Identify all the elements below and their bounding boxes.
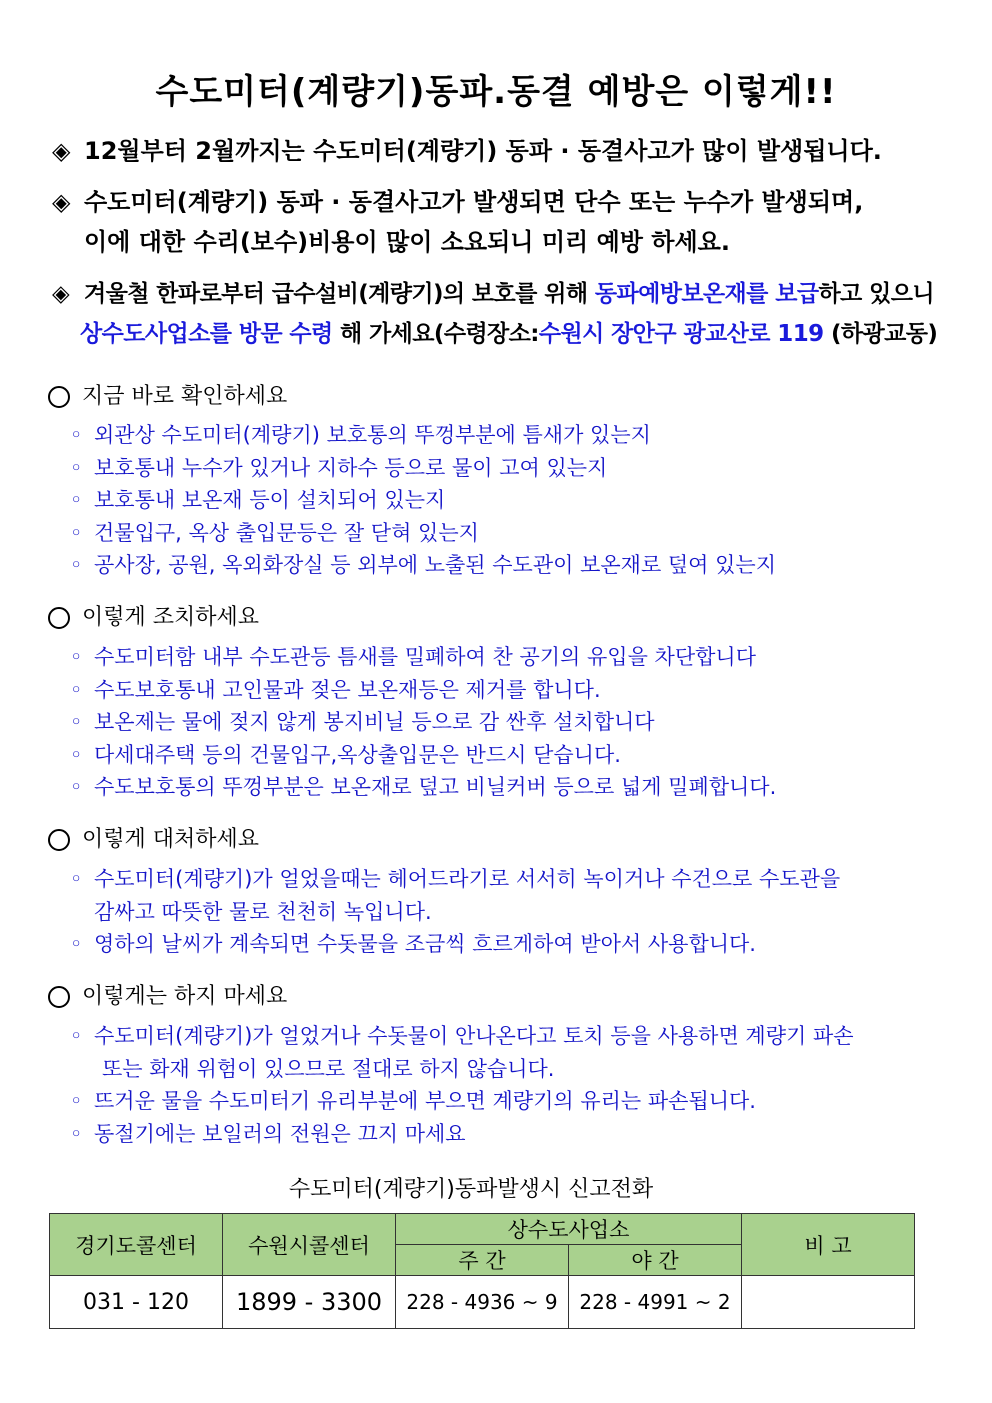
section-heading-response <box>48 825 259 855</box>
cell-night-number: 228 - 4991 ~ 2 <box>569 1276 742 1329</box>
header-suwon: 수원시콜센터 <box>223 1214 396 1276</box>
list-item-text: 공사장, 공원, 옥외화장실 등 외부에 노출된 수도관이 보온재로 덮여 있는지 <box>94 553 777 577</box>
list-item <box>70 517 950 550</box>
list-item <box>70 1118 950 1151</box>
notice-2 <box>52 182 952 262</box>
page-title: 수도미터(계량기)동파.동결 예방은 이렇게!! <box>155 72 837 112</box>
bullet-icon: ◦ <box>70 775 83 799</box>
list-item-text: 보온제는 물에 젖지 않게 봉지비닐 등으로 감 싼후 설치합니다 <box>94 710 655 734</box>
list-item <box>70 706 950 739</box>
list-item <box>70 419 950 452</box>
list-item <box>70 771 950 804</box>
bullet-icon: ◦ <box>70 423 83 447</box>
list-item-text: 수도보호통의 뚜껑부분은 보온재로 덮고 비닐커버 등으로 넓게 밀폐합니다. <box>94 775 777 799</box>
list-item <box>70 674 950 707</box>
section-heading-text: 이렇게 조치하세요 <box>82 605 260 630</box>
section-heading-text: 이렇게 대처하세요 <box>82 827 260 852</box>
notice-3-highlight-address: 수원시 장안구 광교산로 119 <box>538 321 824 347</box>
notice-3 <box>52 274 952 354</box>
list-item-text: 수도보호통내 고인물과 젖은 보온재등은 제거를 합니다. <box>94 677 601 702</box>
section-heading-action <box>48 603 259 633</box>
cell-remark <box>742 1276 915 1329</box>
list-item-text: 수도미터(계량기)가 얼었거나 수돗물이 안나온다고 토치 등을 사용하면 계량기 파손 <box>94 1024 854 1048</box>
bullet-icon: ◦ <box>70 488 83 512</box>
bullet-icon: ◦ <box>70 1024 83 1048</box>
circle-icon <box>48 386 70 408</box>
list-item-text: 또는 화재 위험이 있으므로 절대로 하지 않습니다. <box>102 1056 555 1081</box>
cell-day-number: 228 - 4936 ~ 9 <box>396 1276 569 1329</box>
notice-3-text-e: 해 가세요(수령장소: <box>332 321 539 347</box>
list-item-text: 외관상 수도미터(계량기) 보호통의 뚜껑부분에 틈새가 있는지 <box>94 423 651 447</box>
circle-icon <box>48 986 70 1008</box>
section-list-action <box>70 641 950 804</box>
list-item-continuation <box>70 896 950 929</box>
list-item-continuation <box>70 1053 950 1086</box>
list-item-text: 감싸고 따뜻한 물로 천천히 녹입니다. <box>94 899 432 924</box>
section-heading-text: 지금 바로 확인하세요 <box>82 384 288 409</box>
cell-gyeonggi-number: 031 - 120 <box>50 1276 223 1329</box>
notice-2-line-2: 이에 대한 수리(보수)비용이 많이 소요되니 미리 예방 하세요. <box>84 228 730 256</box>
section-list-response <box>70 863 950 961</box>
bullet-icon: ◦ <box>70 677 83 702</box>
notice-3-text-c: 하고 있으니 <box>818 281 934 307</box>
cell-suwon-number: 1899 - 3300 <box>223 1276 396 1329</box>
circle-icon <box>48 829 70 851</box>
section-list-dont <box>70 1020 950 1150</box>
bullet-icon: ◦ <box>70 1089 83 1113</box>
list-item-text: 다세대주택 등의 건물입구,옥상출입문은 반드시 닫습니다. <box>94 742 621 767</box>
header-gyeonggi: 경기도콜센터 <box>50 1214 223 1276</box>
header-night: 야 간 <box>569 1245 742 1276</box>
list-item <box>70 1020 950 1053</box>
list-item-text: 뜨거운 물을 수도미터기 유리부분에 부으면 계량기의 유리는 파손됩니다. <box>94 1089 756 1113</box>
list-item <box>70 739 950 772</box>
bullet-icon: ◦ <box>70 553 83 577</box>
bullet-icon: ◦ <box>70 932 83 956</box>
header-day: 주 간 <box>396 1245 569 1276</box>
list-item-text: 보호통내 보온재 등이 설치되어 있는지 <box>94 488 446 512</box>
notice-1 <box>52 131 952 171</box>
list-item-text: 보호통내 누수가 있거나 지하수 등으로 물이 고여 있는지 <box>94 455 608 480</box>
notice-3-highlight-visit: 상수도사업소를 방문 수령 <box>80 321 333 347</box>
bullet-icon: ◦ <box>70 710 83 734</box>
section-heading-dont <box>48 982 287 1012</box>
list-item-text: 영하의 날씨가 계속되면 수돗물을 조금씩 흐르게하여 받아서 사용합니다. <box>94 932 756 956</box>
list-item-text: 건물입구, 옥상 출입문등은 잘 닫혀 있는지 <box>94 520 479 545</box>
notice-2-line-1: 수도미터(계량기) 동파 · 동결사고가 발생되면 단수 또는 누수가 발생되며, <box>84 188 864 216</box>
list-item <box>70 452 950 485</box>
diamond-icon: ◈ <box>52 137 71 165</box>
notice-3-line-2 <box>52 314 952 354</box>
list-item <box>70 641 950 674</box>
bullet-icon: ◦ <box>70 645 83 669</box>
bullet-icon: ◦ <box>70 520 83 545</box>
notice-3-text-g: (하광교동) <box>823 321 938 347</box>
header-remark: 비 고 <box>742 1214 915 1276</box>
diamond-icon: ◈ <box>52 188 71 216</box>
section-list-check <box>70 419 950 582</box>
list-item <box>70 863 950 896</box>
list-item <box>70 549 950 582</box>
bullet-icon: ◦ <box>70 867 83 891</box>
list-item-text: 수도미터함 내부 수도관등 틈새를 밀폐하여 찬 공기의 유입을 차단합니다 <box>94 645 756 669</box>
contact-table-caption-text: 수도미터(계량기)동파발생시 신고전화 <box>288 1177 654 1202</box>
notice-1-text: 12월부터 2월까지는 수도미터(계량기) 동파 · 동결사고가 많이 발생됩니다. <box>84 137 882 165</box>
bullet-icon: ◦ <box>70 455 83 480</box>
bullet-icon: ◦ <box>70 1121 83 1146</box>
section-heading-check <box>48 382 287 412</box>
header-office: 상수도사업소 <box>396 1214 742 1245</box>
notice-3-highlight-supply: 동파예방보온재를 보급 <box>594 281 819 307</box>
list-item <box>70 1085 950 1118</box>
section-heading-text: 이렇게는 하지 마세요 <box>82 984 288 1009</box>
circle-icon <box>48 607 70 629</box>
bullet-icon: ◦ <box>70 742 83 767</box>
diamond-icon: ◈ <box>52 281 70 307</box>
list-item <box>70 928 950 961</box>
list-item-text: 동절기에는 보일러의 전원은 끄지 마세요 <box>94 1121 466 1146</box>
contact-table-caption <box>0 1172 992 1203</box>
list-item <box>70 484 950 517</box>
notice-3-text-a: 겨울철 한파로부터 급수설비(계량기)의 보호를 위해 <box>84 281 595 307</box>
contact-table <box>49 1213 915 1329</box>
list-item-text: 수도미터(계량기)가 얼었을때는 헤어드라기로 서서히 녹이거나 수건으로 수도관을 <box>94 867 841 891</box>
